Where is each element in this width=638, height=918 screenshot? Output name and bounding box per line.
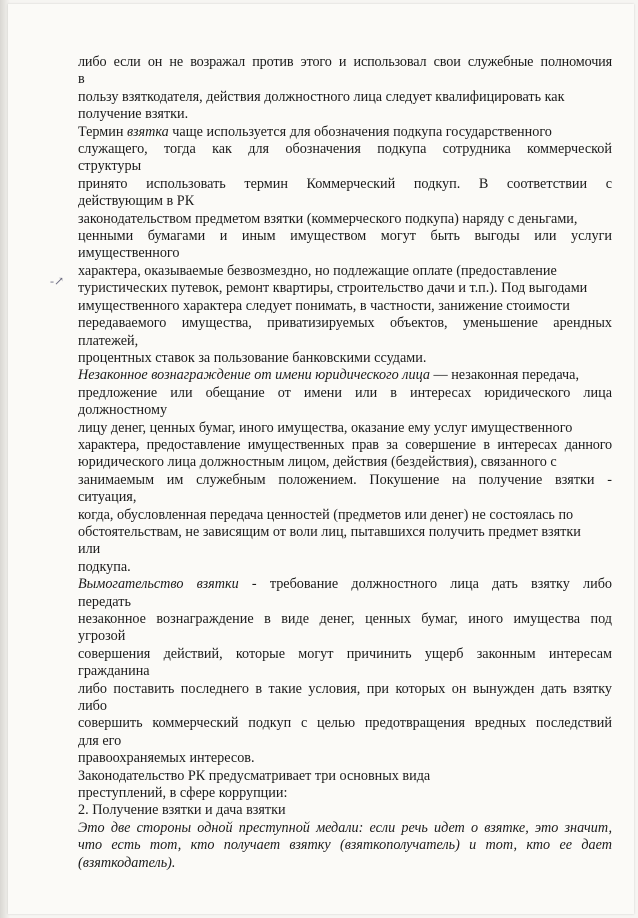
- text-segment: структуры: [78, 158, 142, 175]
- italic-text: Незаконное вознаграждение от имени юридического лица: [78, 367, 430, 384]
- text-line: [78, 855, 612, 872]
- text-segment: Законодательство РК предусматривает три основных вида: [78, 767, 431, 784]
- text-line: [78, 176, 612, 193]
- text-segment: передать: [78, 593, 131, 610]
- text-line: [78, 71, 612, 88]
- text-line: [78, 385, 612, 402]
- text-segment: лицу денег, ценных бумаг, иного имущества, оказание ему услуг имущественного: [78, 419, 573, 436]
- text-line: [78, 106, 612, 123]
- text-line: [78, 559, 612, 576]
- text-line: [78, 837, 612, 854]
- text-line: [78, 681, 612, 698]
- text-line: [78, 698, 612, 715]
- text-line: [78, 541, 612, 558]
- text-segment: ситуация,: [78, 489, 137, 506]
- text-segment: должностному: [78, 402, 168, 419]
- text-line: [78, 733, 612, 750]
- text-segment: чаще используется для обозначения подкупа государственного: [168, 123, 552, 140]
- text-segment: Термин: [78, 123, 128, 140]
- text-segment: имущественного: [78, 245, 180, 262]
- text-line: [78, 663, 612, 680]
- text-segment: действующим в РК: [78, 193, 195, 210]
- text-segment: занимаемым им служебным положением. Покушение на получение взятки -: [78, 471, 612, 488]
- text-line: [78, 472, 612, 489]
- text-segment: подкупа.: [78, 558, 131, 575]
- text-segment: угрозой: [78, 628, 126, 645]
- text-line: [78, 54, 612, 71]
- text-segment: законодательством предметом взятки (коммерческого подкупа) наряду с деньгами,: [78, 210, 578, 227]
- italic-text: взятка: [127, 123, 169, 140]
- text-line: [78, 768, 612, 785]
- text-segment: служащего, тогда как для обозначения подкупа сотрудника коммерческой: [78, 141, 612, 158]
- text-line: [78, 280, 612, 297]
- text-line: [78, 594, 612, 611]
- text-line: [78, 802, 612, 819]
- text-line: [78, 124, 612, 141]
- text-line: [78, 89, 612, 106]
- text-segment: передаваемого имущества, приватизируемых объектов, уменьшение арендных: [78, 315, 612, 332]
- text-segment: юридического лица должностным лицом, действия (бездействия), связанного с: [78, 454, 557, 471]
- text-segment: ценными бумагами и иным имуществом могут быть выгоды или услуги: [78, 228, 612, 245]
- document-body: [78, 54, 612, 872]
- text-line: [78, 524, 612, 541]
- text-line: [78, 367, 612, 384]
- text-segment: или: [78, 541, 101, 558]
- text-line: [78, 611, 612, 628]
- text-line: [78, 350, 612, 367]
- text-line: [78, 141, 612, 158]
- text-segment: совершить коммерческий подкуп с целью предотвращения вредных последствий: [78, 715, 612, 732]
- text-line: [78, 489, 612, 506]
- text-line: [78, 245, 612, 262]
- text-line: [78, 193, 612, 210]
- text-segment: в: [78, 71, 85, 88]
- text-line: [78, 576, 612, 593]
- text-segment: либо: [78, 698, 107, 715]
- text-segment: имущественного характера следует понимать, в частности, занижение стоимости: [78, 297, 570, 314]
- text-segment: характера, оказываемые безвозмездно, но подлежащие оплате (предоставление: [78, 262, 557, 279]
- text-line: [78, 715, 612, 732]
- text-segment: процентных ставок за пользование банковскими ссудами.: [78, 349, 427, 366]
- text-segment: — незаконная передача,: [429, 367, 580, 384]
- text-line: [78, 420, 612, 437]
- italic-text: (взяткодатель).: [78, 854, 176, 871]
- text-line: [78, 228, 612, 245]
- text-segment: совершения действий, которые могут причинить ущерб законным интересам: [78, 645, 612, 662]
- text-line: [78, 750, 612, 767]
- text-line: [78, 158, 612, 175]
- text-line: [78, 507, 612, 524]
- text-segment: пользу взяткодателя, действия должностного лица следует квалифицировать как: [78, 88, 565, 105]
- text-segment: туристических путевок, ремонт квартиры, строительство дачи и т.п.). Под выгодами: [78, 280, 588, 297]
- text-line: [78, 437, 612, 454]
- text-segment: гражданина: [78, 663, 150, 680]
- text-segment: либо поставить последнего в такие условия, при которых он вынужден дать взятку: [78, 680, 612, 697]
- text-segment: незаконное вознаграждение в виде денег, ценных бумаг, иного имущества под: [78, 611, 612, 627]
- text-line: [78, 298, 612, 315]
- text-line: [78, 333, 612, 350]
- text-line: [78, 315, 612, 332]
- text-segment: принято использовать термин Коммерческий подкуп. В соответствии с: [78, 175, 612, 192]
- text-segment: правоохраняемых интересов.: [78, 750, 255, 767]
- text-segment: предложение или обещание от имени или в интересах юридического лица: [78, 384, 612, 401]
- italic-text: Это две стороны одной преступной медали: если речь идет о взятке, это значит,: [78, 819, 612, 836]
- text-segment: обстоятельствам, не зависящим от воли лиц, пытавшихся получить предмет взятки: [78, 523, 581, 540]
- text-line: [78, 628, 612, 645]
- text-segment: получение взятки.: [78, 106, 189, 123]
- text-segment: характера, предоставление имущественных прав за совершение в интересах данного: [78, 436, 612, 453]
- text-segment: - требование должностного лица дать взятку либо: [238, 576, 613, 593]
- italic-text: Вымогательство взятки: [78, 576, 239, 593]
- text-line: [78, 402, 612, 419]
- text-segment: для его: [78, 732, 122, 749]
- text-line: [78, 646, 612, 663]
- text-segment: либо если он не возражал против этого и использовал свои служебные полномочия: [78, 54, 612, 70]
- italic-text: что есть тот, кто получает взятку (взяткополучатель) и тот, кто ее дает: [78, 837, 612, 854]
- text-line: [78, 785, 612, 802]
- text-line: [78, 454, 612, 471]
- text-segment: 2. Получение взятки и дача взятки: [78, 802, 286, 819]
- text-line: [78, 211, 612, 228]
- text-line: [78, 263, 612, 280]
- text-segment: когда, обусловленная передача ценностей (предметов или денег) не состоялась по: [78, 506, 574, 523]
- text-line: [78, 820, 612, 837]
- text-segment: преступлений, в сфере коррупции:: [78, 785, 288, 802]
- text-segment: платежей,: [78, 332, 139, 349]
- margin-pencil-mark: -↗: [50, 274, 65, 288]
